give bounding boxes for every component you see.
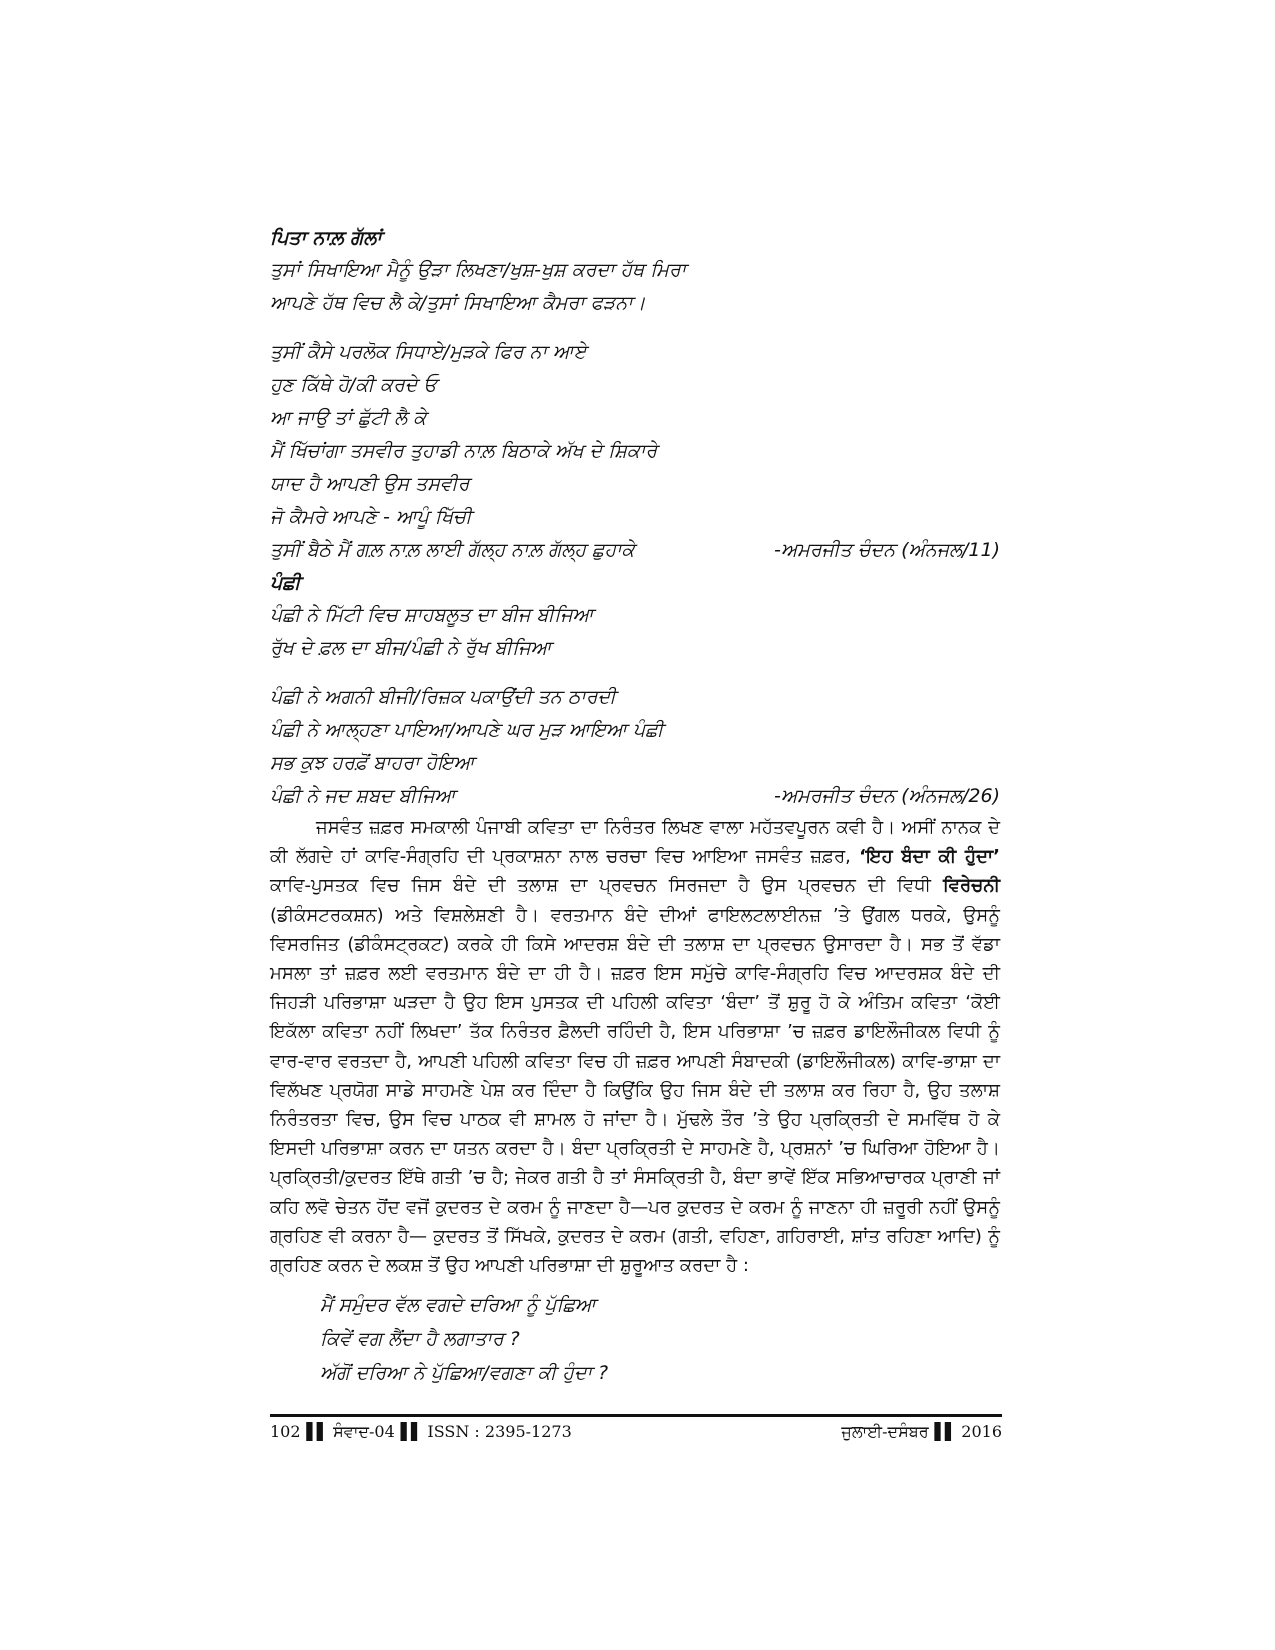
poem-line: ਤੁਸੀਂ ਕੈਸੇ ਪਰਲੋਕ ਸਿਧਾਏ/ਮੁੜਕੇ ਫਿਰ ਨਾ ਆਏ: [270, 341, 587, 363]
page-content: [270, 222, 1000, 1390]
quote-line: ਮੈਂ ਸਮੁੰਦਰ ਵੱਲ ਵਗਦੇ ਦਰਿਆ ਨੂੰ ਪੁੱਛਿਆ: [320, 1294, 596, 1317]
footer-rule: [270, 1414, 1002, 1417]
paragraph-text: ਜਸਵੰਤ ਜ਼ਫ਼ਰ ਸਮਕਾਲੀ ਪੰਜਾਬੀ ਕਵਿਤਾ ਦਾ ਨਿਰੰਤਰ ਲਿਖਣ ਵਾਲਾ ਮਹੱਤਵਪੂਰਨ ਕਵੀ ਹੈ। ਅਸੀਂ ਨਾਨਕ ਦੇ ਕੀ ਲੱਗਦੇ ਹਾਂ ਕਾਵਿ-ਸੰਗ੍ਰਹਿ ਦੀ ਪ੍ਰਕਾਸ਼ਨਾ ਨਾਲ ਚਰਚਾ ਵਿਚ ਆਇਆ ਜਸਵੰਤ ਜ਼ਫ਼ਰ,: [270, 817, 1000, 868]
body-paragraph: [270, 813, 1000, 1280]
poem-line: ਰੁੱਖ ਦੇ ਫ਼ਲ ਦਾ ਬੀਜ/ਪੰਛੀ ਨੇ ਰੁੱਖ ਬੀਜਿਆ: [270, 637, 552, 659]
poem-line: ਤੁਸਾਂ ਸਿਖਾਇਆ ਮੈਨੂੰ ਉੜਾ ਲਿਖਣਾ/ਖੁਸ਼-ਖੁਸ਼ ਕਰਦਾ ਹੱਥ ਮਿਰਾ: [270, 259, 687, 281]
book-title: ‘ਇਹ ਬੰਦਾ ਕੀ ਹੁੰਦਾ’: [859, 846, 1000, 868]
poem-line: ਪੰਛੀ ਨੇ ਜਦ ਸ਼ਬਦ ਬੀਜਿਆ: [270, 785, 456, 807]
poem-credit: -ਅਮਰਜੀਤ ਚੰਦਨ (ਅੰਨਜਲ/26): [774, 785, 1000, 807]
stanza-gap: [270, 320, 1000, 336]
quoted-verse: [320, 1288, 1000, 1390]
poem-pita-naal-gallan: [270, 222, 1000, 567]
poem-line: ਮੈਂ ਖਿੱਚਾਂਗਾ ਤਸਵੀਰ ਤੁਹਾਡੀ ਨਾਲ਼ ਬਿਠਾਕੇ ਅੱਖ ਦੇ ਸ਼ਿਕਾਰੇ: [270, 440, 658, 462]
journal-name: ਸੰਵਾਦ-04: [333, 1422, 395, 1441]
method-term: ਵਿਰੇਚਨੀ: [942, 875, 1000, 897]
poem-line: ਆ ਜਾਉ ਤਾਂ ਛੁੱਟੀ ਲੈ ਕੇ: [270, 407, 427, 429]
poem-title: ਪੰਛੀ: [270, 572, 301, 594]
poem-line: ਹੁਣ ਕਿੱਥੇ ਹੋ/ਕੀ ਕਰਦੇ ਓ: [270, 374, 437, 396]
poem-last-line-row: [270, 534, 1000, 567]
poem-line: ਪੰਛੀ ਨੇ ਅਗਨੀ ਬੀਜੀ/ਰਿਜ਼ਕ ਪਕਾਉਂਦੀ ਤਨ ਠਾਰਦੀ: [270, 686, 616, 708]
quote-line: ਅੱਗੋਂ ਦਰਿਆ ਨੇ ਪੁੱਛਿਆ/ਵਗਣਾ ਕੀ ਹੁੰਦਾ ?: [320, 1362, 609, 1385]
separator-mark: ▌▌: [306, 1422, 328, 1441]
quote-line: ਕਿਵੇਂ ਵਗ ਲੈਂਦਾ ਹੈ ਲਗਾਤਾਰ ?: [320, 1328, 520, 1351]
poem-line: ਯਾਦ ਹੈ ਆਪਣੀ ਉਸ ਤਸਵੀਰ: [270, 473, 470, 495]
poem-line: ਆਪਣੇ ਹੱਥ ਵਿਚ ਲੈ ਕੇ/ਤੁਸਾਂ ਸਿਖਾਇਆ ਕੈਮਰਾ ਫੜਨਾ।: [270, 292, 646, 314]
poem-line: ਪੰਛੀ ਨੇ ਮਿੱਟੀ ਵਿਚ ਸ਼ਾਹਬਲੂਤ ਦਾ ਬੀਜ ਬੀਜਿਆ: [270, 604, 594, 626]
issue-period: ਜੁਲਾਈ-ਦਸੰਬਰ: [841, 1422, 929, 1441]
poem-line: ਤੁਸੀਂ ਬੈਠੇ ਮੈਂ ਗਲ਼ ਨਾਲ਼ ਲਾਈ ਗੱਲ੍ਹ ਨਾਲ਼ ਗੱਲ੍ਹ ਛੁਹਾਕੇ: [270, 539, 635, 561]
poem-last-line-row: [270, 780, 1000, 813]
footer-left: [270, 1422, 572, 1442]
poem-line: ਸਭ ਕੁਝ ਹਰਫ਼ੋਂ ਬਾਹਰਾ ਹੋਇਆ: [270, 752, 475, 774]
issn: ISSN : 2395-1273: [427, 1422, 572, 1441]
separator-mark: ▌▌: [400, 1422, 422, 1441]
page-number: 102: [270, 1422, 301, 1441]
separator-mark: ▌▌: [934, 1422, 956, 1441]
poem-panchhi: [270, 567, 1000, 813]
footer-right: [841, 1422, 1002, 1442]
poem-line: ਜੋ ਕੈਮਰੇ ਆਪਣੇ - ਆਪੂੰ ਖਿੱਚੀ: [270, 506, 472, 528]
issue-year: 2016: [961, 1422, 1002, 1441]
poem-line: ਪੰਛੀ ਨੇ ਆਲ੍ਹਣਾ ਪਾਇਆ/ਆਪਣੇ ਘਰ ਮੁੜ ਆਇਆ ਪੰਛੀ: [270, 719, 664, 741]
stanza-gap: [270, 665, 1000, 681]
page-footer: [270, 1422, 1002, 1442]
paragraph-text: (ਡੀਕੰਸਟਰਕਸ਼ਨ) ਅਤੇ ਵਿਸ਼ਲੇਸ਼ਣੀ ਹੈ। ਵਰਤਮਾਨ ਬੰਦੇ ਦੀਆਂ ਫਾਇਲਟਲਾਈਨਜ਼ ’ਤੇ ਉਂਗਲ ਧਰਕੇ, ਉਸਨੂੰ ਵਿਸਰਜਿਤ (ਡੀਕੰਸਟ੍ਰਕਟ) ਕਰਕੇ ਹੀ ਕਿਸੇ ਆਦਰਸ਼ ਬੰਦੇ ਦੀ ਤਲਾਸ਼ ਦਾ ਪ੍ਰਵਚਨ ਉਸਾਰਦਾ ਹੈ। ਸਭ ਤੋਂ ਵੱਡਾ ਮਸਲਾ ਤਾਂ ਜ਼ਫ਼ਰ ਲਈ ਵਰਤਮਾਨ ਬੰਦੇ ਦਾ ਹੀ ਹੈ। ਜ਼ਫ਼ਰ ਇਸ ਸਮੁੱਚੇ ਕਾਵਿ-ਸੰਗ੍ਰਹਿ ਵਿਚ ਆਦਰਸ਼ਕ ਬੰਦੇ ਦੀ ਜਿਹੜੀ ਪਰਿਭਾਸ਼ਾ ਘੜਦਾ ਹੈ ਉਹ ਇਸ ਪੁਸਤਕ ਦੀ ਪਹਿਲੀ ਕਵਿਤਾ ‘ਬੰਦਾ’ ਤੋਂ ਸ਼ੁਰੂ ਹੋ ਕੇ ਅੰਤਿਮ ਕਵਿਤਾ ‘ਕੋਈ ਇਕੱਲਾ ਕਵਿਤਾ ਨਹੀਂ ਲਿਖਦਾ’ ਤੱਕ ਨਿਰੰਤਰ ਫ਼ੈਲਦੀ ਰਹਿੰਦੀ ਹੈ, ਇਸ ਪਰਿਭਾਸ਼ਾ ’ਚ ਜ਼ਫ਼ਰ ਡਾਇਲੌਜੀਕਲ ਵਿਧੀ ਨੂੰ ਵਾਰ-ਵਾਰ ਵਰਤਦਾ ਹੈ, ਆਪਣੀ ਪਹਿਲੀ ਕਵਿਤਾ ਵਿਚ ਹੀ ਜ਼ਫ਼ਰ ਆਪਣੀ ਸੰਬਾਦਕੀ (ਡਾਇਲੌਜੀਕਲ) ਕਾਵਿ-ਭਾਸ਼ਾ ਦਾ ਵਿਲੱਖਣ ਪ੍ਰਯੋਗ ਸਾਡੇ ਸਾਹਮਣੇ ਪੇਸ਼ ਕਰ ਦਿੰਦਾ ਹੈ ਕਿਉਂਕਿ ਉਹ ਜਿਸ ਬੰਦੇ ਦੀ ਤਲਾਸ਼ ਕਰ ਰਿਹਾ ਹੈ, ਉਹ ਤਲਾਸ਼ ਨਿਰੰਤਰਤਾ ਵਿਚ, ਉਸ ਵਿਚ ਪਾਠਕ ਵੀ ਸ਼ਾਮਲ ਹੋ ਜਾਂਦਾ ਹੈ। ਮੁੱਢਲੇ ਤੌਰ ’ਤੇ ਉਹ ਪ੍ਰਕ੍ਰਿਤੀ ਦੇ ਸਮਵਿੱਥ ਹੋ ਕੇ ਇਸਦੀ ਪਰਿਭਾਸ਼ਾ ਕਰਨ ਦਾ ਯਤਨ ਕਰਦਾ ਹੈ। ਬੰਦਾ ਪ੍ਰਕ੍ਰਿਤੀ ਦੇ ਸਾਹਮਣੇ ਹੈ, ਪ੍ਰਸ਼ਨਾਂ ’ਚ ਘਿਰਿਆ ਹੋਇਆ ਹੈ। ਪ੍ਰਕ੍ਰਿਤੀ/ਕੁਦਰਤ ਇੱਥੇ ਗਤੀ ’ਚ ਹੈ; ਜੇਕਰ ਗਤੀ ਹੈ ਤਾਂ ਸੰਸਕ੍ਰਿਤੀ ਹੈ, ਬੰਦਾ ਭਾਵੇਂ ਇੱਕ ਸਭਿਆਚਾਰਕ ਪ੍ਰਾਣੀ ਜਾਂ ਕਹਿ ਲਵੋ ਚੇਤਨ ਹੋਂਦ ਵਜੋਂ ਕੁਦਰਤ ਦੇ ਕਰਮ ਨੂੰ ਜਾਣਦਾ ਹੈ—ਪਰ ਕੁਦਰਤ ਦੇ ਕਰਮ ਨੂੰ ਜਾਣਨਾ ਹੀ ਜ਼ਰੂਰੀ ਨਹੀਂ ਉਸਨੂੰ ਗ੍ਰਹਿਣ ਵੀ ਕਰਨਾ ਹੈ— ਕੁਦਰਤ ਤੋਂ ਸਿੱਖਕੇ, ਕੁਦਰਤ ਦੇ ਕਰਮ (ਗਤੀ, ਵਹਿਣਾ, ਗਹਿਰਾਈ, ਸ਼ਾਂਤ ਰਹਿਣਾ ਆਦਿ) ਨੂੰ ਗ੍ਰਹਿਣ ਕਰਨ ਦੇ ਲਕਸ਼ ਤੋਂ ਉਹ ਆਪਣੀ ਪਰਿਭਾਸ਼ਾ ਦੀ ਸ਼ੁਰੂਆਤ ਕਰਦਾ ਹੈ :: [270, 904, 1000, 1277]
paragraph-text: ਕਾਵਿ-ਪੁਸਤਕ ਵਿਚ ਜਿਸ ਬੰਦੇ ਦੀ ਤਲਾਸ਼ ਦਾ ਪ੍ਰਵਚਨ ਸਿਰਜਦਾ ਹੈ ਉਸ ਪ੍ਰਵਚਨ ਦੀ ਵਿਧੀ: [270, 875, 943, 897]
poem-title: ਪਿਤਾ ਨਾਲ਼ ਗੱਲਾਂ: [270, 227, 382, 249]
poem-credit: -ਅਮਰਜੀਤ ਚੰਦਨ (ਅੰਨਜਲ/11): [774, 539, 1000, 561]
